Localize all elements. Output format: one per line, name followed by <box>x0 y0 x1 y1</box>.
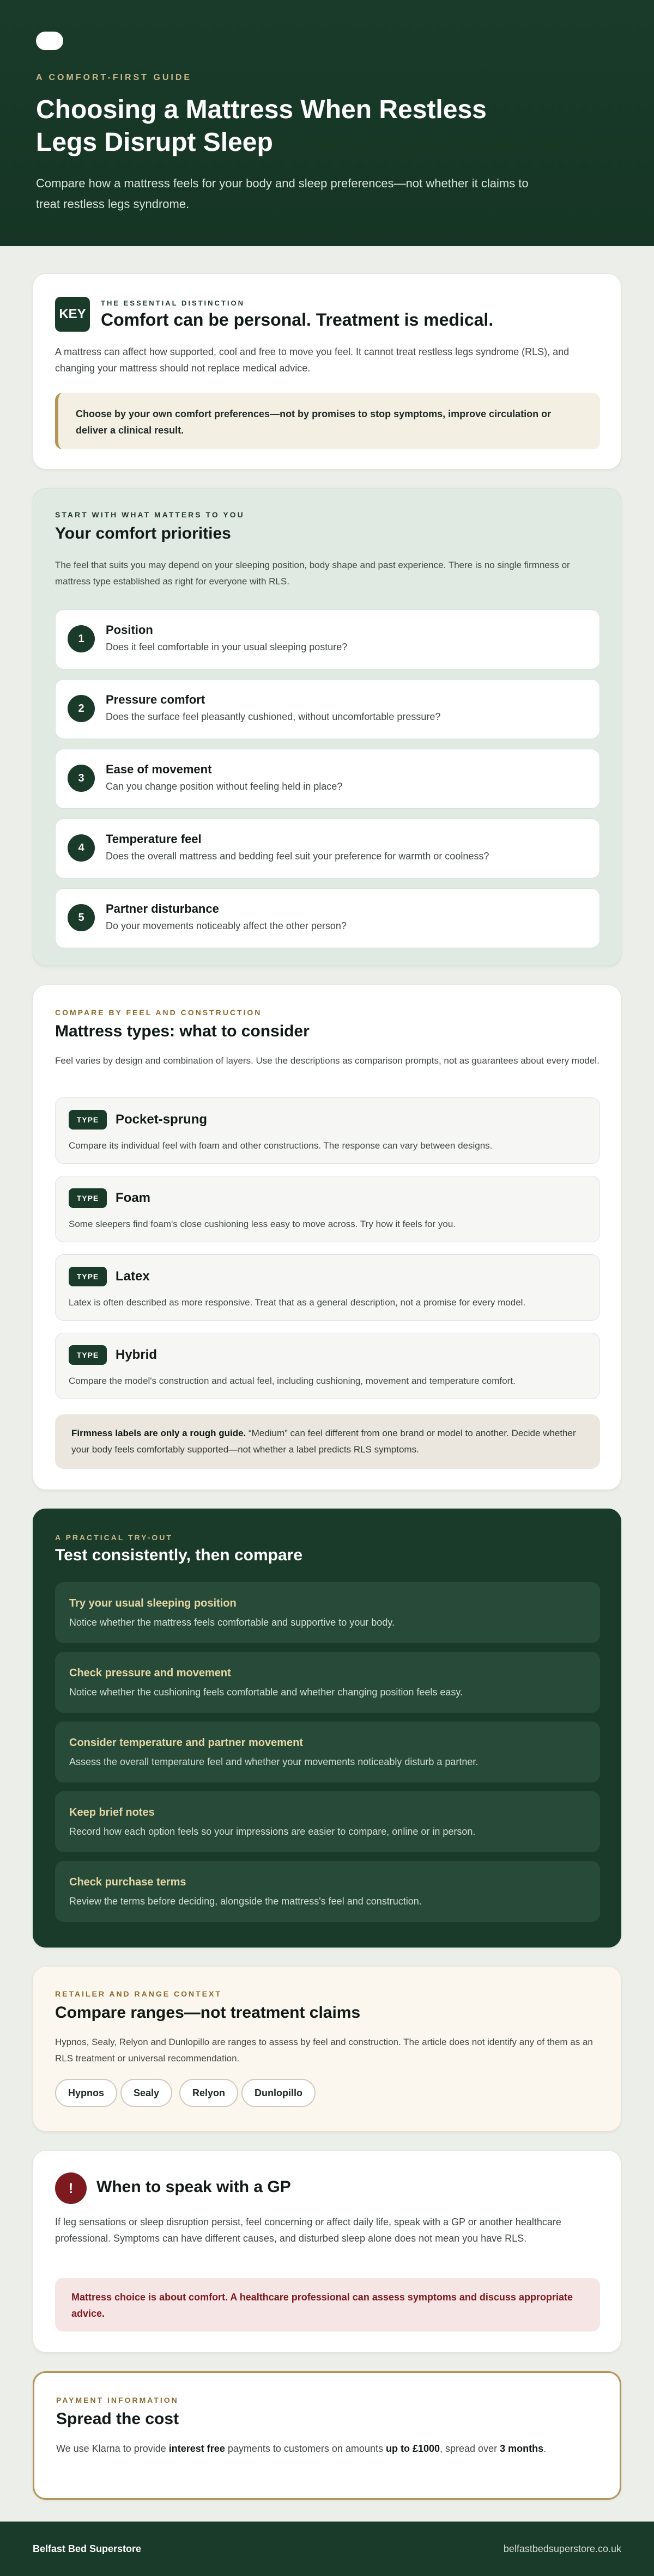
range-chip-hypnos[interactable]: Hypnos <box>55 2079 117 2107</box>
priority-item <box>55 679 600 739</box>
ranges-title: Compare ranges—not treatment claims <box>55 2004 361 2022</box>
payment-bold: up to £1000 <box>385 2443 440 2454</box>
payment-card <box>33 2371 621 2500</box>
distinction-card <box>33 273 621 469</box>
range-chip-dunlopillo[interactable]: Dunlopillo <box>241 2079 316 2107</box>
priority-title: Temperature feel <box>106 832 202 846</box>
types-title: Mattress types: what to consider <box>55 1022 310 1040</box>
priority-title: Position <box>106 623 153 637</box>
priority-desc: Does the surface feel pleasantly cushioned, without uncomfortable pressure? <box>106 711 441 722</box>
mattress-types-card <box>33 985 621 1490</box>
payment-text: We use Klarna to provide <box>56 2443 169 2454</box>
type-card-pocket-sprung <box>55 1097 600 1164</box>
tryout-kicker: A PRACTICAL TRY-OUT <box>55 1533 173 1542</box>
firmness-note-bold: Firmness labels are only a rough guide. <box>71 1428 246 1438</box>
gp-title: When to speak with a GP <box>96 2178 291 2196</box>
step-desc: Assess the overall temperature feel and whether your movements noticeably disturb a partner. <box>69 1756 479 1767</box>
step-desc: Record how each option feels so your impressions are easier to compare, online or in person. <box>69 1826 476 1837</box>
step-title: Consider temperature and partner movement <box>69 1737 303 1749</box>
type-name: Foam <box>116 1191 151 1205</box>
hero-kicker: A COMFORT-FIRST GUIDE <box>36 73 192 82</box>
tryout-title: Test consistently, then compare <box>55 1546 302 1564</box>
firmness-note <box>55 1414 600 1469</box>
payment-bold: 3 months <box>500 2443 544 2454</box>
priority-number: 3 <box>68 765 95 792</box>
tryout-step <box>55 1582 600 1643</box>
priority-number: 5 <box>68 904 95 931</box>
priority-item <box>55 749 600 809</box>
gp-card <box>33 2150 621 2353</box>
type-name: Latex <box>116 1269 150 1284</box>
footer <box>0 2522 654 2576</box>
step-desc: Notice whether the cushioning feels comfortable and whether changing position feels easy. <box>69 1687 463 1698</box>
step-title: Check purchase terms <box>69 1876 186 1888</box>
priority-desc: Do your movements noticeably affect the other person? <box>106 920 347 931</box>
type-desc: Latex is often described as more responsive. Treat that as a general description, not a promise for every model. <box>69 1297 526 1308</box>
priority-desc: Does the overall mattress and bedding feel suit your preference for warmth or coolness? <box>106 851 489 862</box>
tryout-step <box>55 1791 600 1852</box>
logo-pill[interactable] <box>36 32 63 50</box>
hero <box>0 0 654 246</box>
alert-icon: ! <box>55 2172 87 2204</box>
priority-number: 4 <box>68 834 95 862</box>
firmness-note-text: “Medium” can feel different from one brand or model to another. Decide whether your body feels comfortably supported—not whether a label predicts RLS symptoms. <box>71 1428 576 1455</box>
range-chip-relyon[interactable]: Relyon <box>179 2079 238 2107</box>
distinction-note: Choose by your own comfort preferences—not by promises to stop symptoms, improve circulation or deliver a clinical result. <box>55 393 600 449</box>
distinction-body: A mattress can affect how supported, cool and free to move you feel. It cannot treat restless legs syndrome (RLS), and changing your mattress should not replace medical advice. <box>55 346 570 374</box>
type-name: Pocket-sprung <box>116 1112 208 1127</box>
step-desc: Review the terms before deciding, alongside the mattress's feel and construction. <box>69 1896 422 1907</box>
distinction-kicker: THE ESSENTIAL DISTINCTION <box>101 299 245 307</box>
tryout-step <box>55 1861 600 1922</box>
type-card-latex <box>55 1254 600 1321</box>
type-desc: Compare its individual feel with foam and other constructions. The response can vary between designs. <box>69 1140 493 1151</box>
footer-url[interactable]: belfastbedsuperstore.co.uk <box>503 2543 621 2554</box>
hero-subtitle: Compare how a mattress feels for your body and sleep preferences—not whether it claims to treat restless legs syndrome. <box>36 176 529 211</box>
type-badge: TYPE <box>69 1110 107 1130</box>
payment-text: . <box>543 2443 547 2454</box>
footer-brand[interactable]: Belfast Bed Superstore <box>33 2543 142 2554</box>
ranges-card <box>33 1966 621 2132</box>
types-kicker: COMPARE BY FEEL AND CONSTRUCTION <box>55 1008 262 1017</box>
priority-desc: Does it feel comfortable in your usual sleeping posture? <box>106 642 348 652</box>
type-desc: Some sleepers find foam's close cushioning less easy to move across. Try how it feels for you. <box>69 1219 456 1229</box>
priority-desc: Can you change position without feeling held in place? <box>106 781 343 792</box>
tryout-step <box>55 1722 600 1783</box>
tryout-card <box>33 1509 621 1948</box>
ranges-kicker: RETAILER AND RANGE CONTEXT <box>55 1989 222 1998</box>
priority-item <box>55 888 600 948</box>
payment-text: , spread over <box>440 2443 500 2454</box>
step-title: Try your usual sleeping position <box>69 1597 237 1609</box>
distinction-title: Comfort can be personal. Treatment is medical. <box>101 310 494 329</box>
payment-bold: interest free <box>168 2443 225 2454</box>
payment-body <box>56 2440 601 2457</box>
ranges-body: Hypnos, Sealy, Relyon and Dunlopillo are ranges to assess by feel and construction. The article does not identify any of them as an RLS treatment or universal recommendation. <box>55 2037 593 2064</box>
priority-item <box>55 609 600 669</box>
priority-title: Pressure comfort <box>106 693 205 706</box>
step-desc: Notice whether the mattress feels comfortable and supportive to your body. <box>69 1617 395 1628</box>
range-chip-sealy[interactable]: Sealy <box>120 2079 172 2107</box>
type-badge: TYPE <box>69 1345 107 1365</box>
priority-number: 1 <box>68 625 95 652</box>
priority-title: Ease of movement <box>106 762 212 776</box>
type-desc: Compare the model's construction and actual feel, including cushioning, movement and temperature comfort. <box>69 1376 516 1386</box>
payment-kicker: PAYMENT INFORMATION <box>56 2396 179 2404</box>
gp-body: If leg sensations or sleep disruption persist, feel concerning or affect daily life, speak with a GP or another healthcare professional. Symptoms can have different causes, and disturbed sleep alone does not mean you have RLS. <box>55 2217 561 2244</box>
payment-text: payments to customers on amounts <box>225 2443 386 2454</box>
priorities-card <box>33 488 621 966</box>
priorities-title: Your comfort priorities <box>55 524 231 542</box>
type-badge: TYPE <box>69 1267 107 1286</box>
priority-item <box>55 819 600 878</box>
gp-note: Mattress choice is about comfort. A healthcare professional can assess symptoms and discuss appropriate advice. <box>55 2278 600 2331</box>
step-title: Keep brief notes <box>69 1806 155 1818</box>
type-card-foam <box>55 1176 600 1242</box>
priority-number: 2 <box>68 695 95 722</box>
key-badge: KEY <box>55 297 90 332</box>
type-name: Hybrid <box>116 1347 158 1362</box>
step-title: Check pressure and movement <box>69 1667 231 1679</box>
type-badge: TYPE <box>69 1188 107 1208</box>
payment-title: Spread the cost <box>56 2410 179 2428</box>
type-card-hybrid <box>55 1333 600 1399</box>
priorities-kicker: START WITH WHAT MATTERS TO YOU <box>55 510 245 519</box>
priorities-body: The feel that suits you may depend on your sleeping position, body shape and past experience. There is no single firmness or mattress type established as right for everyone with RLS. <box>55 560 570 587</box>
priority-title: Partner disturbance <box>106 902 219 915</box>
types-body: Feel varies by design and combination of layers. Use the descriptions as comparison prompts, not as guarantees about every model. <box>55 1055 600 1066</box>
page-title: Choosing a Mattress When Restless Legs Disrupt Sleep <box>36 95 487 157</box>
tryout-step <box>55 1652 600 1713</box>
